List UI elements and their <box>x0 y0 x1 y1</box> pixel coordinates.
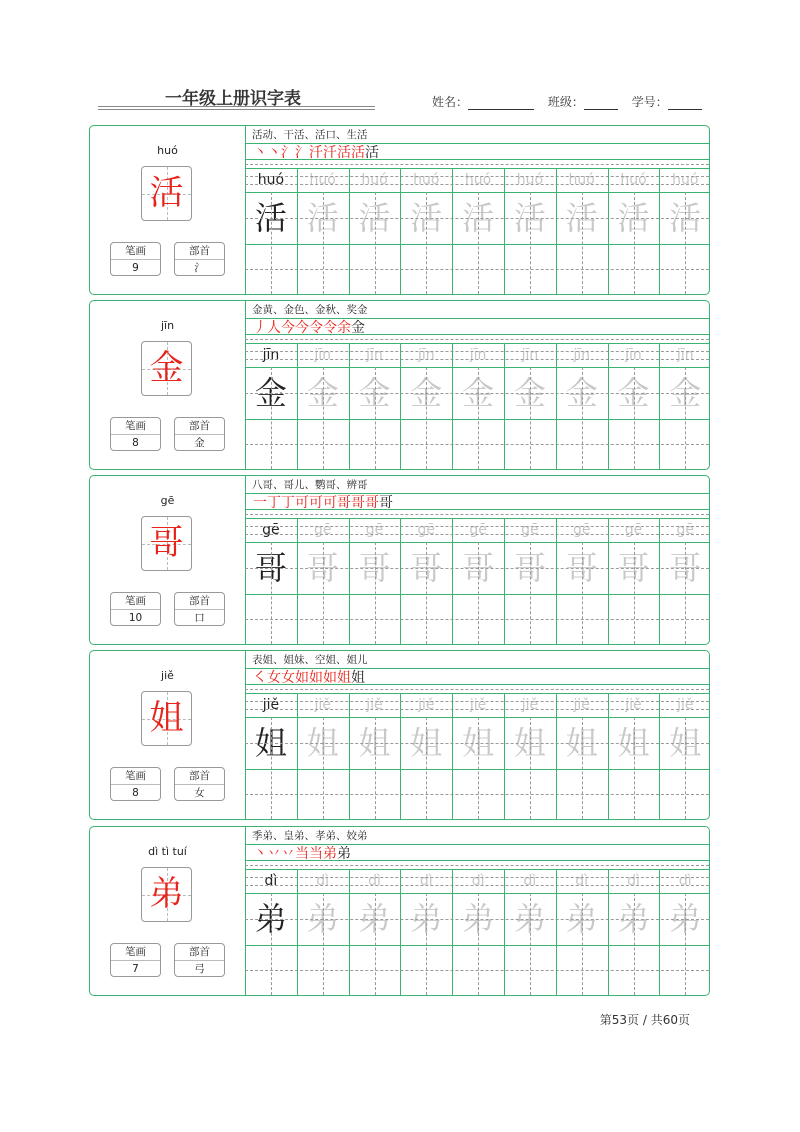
char-info-panel <box>90 827 246 995</box>
page-number: 第53页 / 共60页 <box>599 1013 690 1027</box>
char-practice-cell[interactable]: 姐 <box>565 724 598 762</box>
stroke-count-label: 笔画 <box>111 768 160 785</box>
stroke-step: 哥 <box>337 495 351 511</box>
stroke-count-label: 笔画 <box>111 243 160 260</box>
radical-box <box>174 417 225 451</box>
char-practice-cell[interactable]: 哥 <box>462 549 495 587</box>
pinyin-cell[interactable]: gē <box>313 522 332 538</box>
radical-label: 部首 <box>175 243 224 260</box>
char-practice-cell[interactable]: 活 <box>462 199 495 237</box>
radical-value: 金 <box>194 437 205 449</box>
stroke-count-label: 笔画 <box>111 418 160 435</box>
stroke-step: 丶 <box>253 846 267 862</box>
char-practice-cell: 姐 <box>254 724 287 762</box>
pinyin-cell[interactable]: jīn <box>417 347 435 363</box>
radical-label: 部首 <box>175 593 224 610</box>
char-practice-cell: 金 <box>254 374 287 412</box>
char-practice-cell: 哥 <box>254 549 287 587</box>
stroke-count-box <box>110 943 161 977</box>
pinyin-cell[interactable]: jiě <box>573 697 590 713</box>
char-practice-cell[interactable]: 活 <box>617 199 650 237</box>
pinyin-cell[interactable]: jīn <box>676 347 694 363</box>
stroke-step: 哥 <box>351 495 365 511</box>
stroke-step: 弟 <box>323 846 337 862</box>
pinyin-cell: jiě <box>262 697 280 713</box>
char-card <box>89 125 710 295</box>
char-display: 金 <box>149 348 184 388</box>
number-label: 学号： <box>631 95 668 109</box>
char-practice-grid <box>245 542 709 644</box>
pinyin-cell[interactable]: gē <box>365 522 384 538</box>
stroke-step: 姐 <box>337 670 351 686</box>
char-practice-cell[interactable]: 金 <box>462 374 495 412</box>
practice-panel <box>245 301 709 469</box>
char-practice-cell[interactable]: 弟 <box>410 900 443 938</box>
char-practice-cell[interactable]: 活 <box>358 199 391 237</box>
practice-panel <box>245 651 709 819</box>
pinyin-cell[interactable]: jīn <box>366 347 383 363</box>
stroke-step: 令 <box>309 320 323 336</box>
stroke-step: 当 <box>295 846 309 862</box>
char-practice-cell[interactable]: 弟 <box>513 900 546 938</box>
pinyin-cell[interactable]: jiě <box>625 697 642 713</box>
stroke-count-box <box>110 417 161 451</box>
radical-label: 部首 <box>175 418 224 435</box>
student-info-fields <box>432 93 712 110</box>
pinyin-cell[interactable]: huó <box>568 172 595 188</box>
stroke-count-box <box>110 767 161 801</box>
char-practice-cell[interactable]: 弟 <box>306 900 339 938</box>
stroke-step: ㇛ <box>253 670 267 686</box>
radical-box <box>174 943 225 977</box>
radical-box <box>174 767 225 801</box>
stroke-step: 今 <box>295 320 309 336</box>
stroke-step: 丿 <box>253 320 267 336</box>
char-practice-cell[interactable]: 金 <box>565 374 598 412</box>
pinyin-cell[interactable]: gē <box>417 522 436 538</box>
char-practice-cell[interactable]: 姐 <box>410 724 443 762</box>
pinyin-cell[interactable]: dì <box>419 873 433 889</box>
stroke-step: 丁 <box>267 495 281 511</box>
char-practice-cell[interactable]: 姐 <box>306 724 339 762</box>
char-practice-cell: 活 <box>254 199 287 237</box>
pinyin-cell[interactable]: gē <box>521 522 539 538</box>
char-practice-cell[interactable]: 金 <box>617 374 650 412</box>
pinyin-cell[interactable]: jiě <box>418 697 435 713</box>
pinyin-practice-row <box>245 168 709 192</box>
char-info-panel <box>90 651 246 819</box>
pinyin-cell[interactable]: jiě <box>677 697 694 713</box>
stroke-step: 丁 <box>281 495 295 511</box>
char-info-panel <box>90 476 246 644</box>
pinyin-cell[interactable]: jiě <box>521 697 539 713</box>
pinyin-cell: gē <box>262 522 280 538</box>
char-display: 弟 <box>149 874 184 914</box>
char-practice-cell[interactable]: 金 <box>306 374 339 412</box>
stroke-count-value: 8 <box>132 437 139 449</box>
pinyin-cell[interactable]: dì <box>575 873 589 889</box>
stroke-step: 弟 <box>337 846 351 862</box>
char-practice-grid <box>245 717 709 819</box>
practice-panel <box>245 827 709 995</box>
stroke-step: 如 <box>323 670 337 686</box>
radical-label: 部首 <box>175 768 224 785</box>
char-practice-cell[interactable]: 弟 <box>462 900 495 938</box>
char-practice-cell[interactable]: 金 <box>410 374 443 412</box>
char-pinyin: gē <box>160 494 175 507</box>
char-practice-cell[interactable]: 弟 <box>358 900 391 938</box>
radical-label: 部首 <box>175 944 224 961</box>
char-practice-cell[interactable]: 活 <box>669 199 702 237</box>
pinyin-cell[interactable]: jīn <box>469 347 487 363</box>
stroke-step: 金 <box>351 320 365 336</box>
char-practice-cell[interactable]: 姐 <box>513 724 546 762</box>
number-blank[interactable] <box>668 97 702 110</box>
stroke-step: 可 <box>309 495 323 511</box>
stroke-step: 可 <box>295 495 309 511</box>
stroke-count-value: 9 <box>132 262 139 274</box>
stroke-step: 女 <box>267 670 281 686</box>
pinyin-cell[interactable]: huó <box>672 172 699 188</box>
stroke-step: 活 <box>351 145 365 161</box>
char-practice-cell[interactable]: 哥 <box>410 549 443 587</box>
pinyin-cell[interactable]: huó <box>309 172 336 188</box>
page-title: 一年级上册识字表 <box>165 89 301 109</box>
stroke-step: 哥 <box>365 495 379 511</box>
char-practice-cell[interactable]: 金 <box>669 374 702 412</box>
char-card <box>89 475 710 645</box>
char-practice-grid <box>245 192 709 294</box>
practice-panel <box>245 126 709 294</box>
char-practice-grid <box>245 367 709 469</box>
char-practice-cell[interactable]: 姐 <box>617 724 650 762</box>
char-practice-cell[interactable]: 活 <box>410 199 443 237</box>
char-card <box>89 300 710 470</box>
pinyin-cell[interactable]: jiě <box>366 697 383 713</box>
pinyin-cell[interactable]: jiě <box>314 697 331 713</box>
char-card <box>89 650 710 820</box>
stroke-step: 丶 <box>267 145 281 161</box>
stroke-step: 氵 <box>281 145 295 161</box>
char-practice-cell[interactable]: 活 <box>513 199 546 237</box>
char-display-box <box>141 691 192 746</box>
stroke-step: 丷 <box>267 846 281 862</box>
radical-box <box>174 242 225 276</box>
char-practice-cell[interactable]: 弟 <box>669 900 702 938</box>
char-practice-cell[interactable]: 弟 <box>617 900 650 938</box>
name-label: 姓名： <box>432 95 469 109</box>
pinyin-cell[interactable]: gē <box>676 522 695 538</box>
pinyin-cell[interactable]: dì <box>316 873 330 889</box>
char-display: 哥 <box>149 523 184 563</box>
pinyin-cell[interactable]: jīn <box>625 347 642 363</box>
char-practice-grid <box>245 893 709 995</box>
pinyin-cell[interactable]: huó <box>413 172 440 188</box>
example-words: 季弟、皇弟、孝弟、姣弟 <box>252 830 368 842</box>
pinyin-practice-row <box>245 343 709 367</box>
example-words: 金黄、金色、金秋、奖金 <box>252 304 368 316</box>
stroke-step: 姐 <box>351 670 365 686</box>
class-blank[interactable] <box>584 97 618 110</box>
char-practice-cell[interactable]: 哥 <box>306 549 339 587</box>
char-practice-cell[interactable]: 弟 <box>565 900 598 938</box>
char-practice-cell[interactable]: 金 <box>358 374 391 412</box>
char-card <box>89 826 710 996</box>
stroke-step: 可 <box>323 495 337 511</box>
radical-value: 氵 <box>194 262 205 274</box>
pinyin-cell[interactable]: jiě <box>469 697 487 713</box>
pinyin-cell[interactable]: huó <box>620 172 647 188</box>
pinyin-cell: dì <box>264 873 278 889</box>
pinyin-cell[interactable]: jīn <box>573 347 591 363</box>
char-practice-cell[interactable]: 哥 <box>358 549 391 587</box>
char-practice-cell[interactable]: 金 <box>513 374 546 412</box>
stroke-step: 汘 <box>309 145 323 161</box>
pinyin-cell[interactable]: huó <box>464 172 492 188</box>
pinyin-cell[interactable]: dì <box>627 873 640 889</box>
stroke-step: 氵 <box>295 145 309 161</box>
stroke-step: 汘 <box>323 145 337 161</box>
pinyin-cell[interactable]: jīn <box>521 347 539 363</box>
char-practice-cell[interactable]: 哥 <box>617 549 650 587</box>
practice-panel <box>245 476 709 644</box>
char-pinyin: jīn <box>160 319 175 332</box>
stroke-count-label: 笔画 <box>111 944 160 961</box>
char-practice-cell[interactable]: 活 <box>565 199 598 237</box>
pinyin-practice-row <box>245 693 709 717</box>
stroke-step: 当 <box>309 846 323 862</box>
example-words: 八哥、哥儿、鹦哥、辨哥 <box>252 479 368 491</box>
stroke-step: 哥 <box>379 495 393 511</box>
example-words: 活动、干活、活口、生活 <box>252 129 368 141</box>
char-display-box <box>141 341 192 396</box>
char-practice-cell[interactable]: 哥 <box>565 549 598 587</box>
pinyin-practice-row <box>245 518 709 542</box>
pinyin-cell[interactable]: dì <box>523 873 537 889</box>
stroke-count-value: 10 <box>128 612 143 624</box>
radical-box <box>174 592 225 626</box>
pinyin-cell[interactable]: dì <box>368 873 381 889</box>
pinyin-cell[interactable]: gē <box>624 522 643 538</box>
char-practice-cell[interactable]: 姐 <box>462 724 495 762</box>
char-info-panel <box>90 126 246 294</box>
char-pinyin: jiě <box>161 669 174 682</box>
stroke-step: 丶 <box>253 145 267 161</box>
char-practice-cell[interactable]: 哥 <box>513 549 546 587</box>
class-label: 班级： <box>547 95 584 109</box>
stroke-step: 余 <box>337 320 351 336</box>
stroke-step: 如 <box>295 670 309 686</box>
radical-value: 口 <box>194 612 205 624</box>
stroke-count-value: 7 <box>132 963 139 975</box>
pinyin-cell[interactable]: dì <box>678 873 692 889</box>
title-underline-2 <box>98 109 375 110</box>
stroke-step: 活 <box>337 145 351 161</box>
char-display-box <box>141 166 192 221</box>
stroke-step: 活 <box>365 145 379 161</box>
pinyin-cell[interactable]: gē <box>572 522 591 538</box>
char-display: 姐 <box>149 698 184 738</box>
pinyin-cell: huó <box>257 172 285 188</box>
stroke-count-box <box>110 242 161 276</box>
pinyin-cell[interactable]: jīn <box>314 347 332 363</box>
char-info-panel <box>90 301 246 469</box>
char-pinyin: huó <box>157 144 178 157</box>
stroke-step: 今 <box>281 320 295 336</box>
char-practice-cell[interactable]: 哥 <box>669 549 702 587</box>
pinyin-practice-row <box>245 869 709 893</box>
stroke-step: 令 <box>323 320 337 336</box>
radical-value: 弓 <box>194 963 205 975</box>
example-words: 表姐、姐妹、空姐、姐儿 <box>252 654 368 666</box>
char-display-box <box>141 516 192 571</box>
char-display-box <box>141 867 192 922</box>
stroke-step: 丷 <box>281 846 295 862</box>
stroke-count-value: 8 <box>132 787 139 799</box>
pinyin-cell[interactable]: dì <box>471 873 485 889</box>
char-practice-cell[interactable]: 活 <box>306 199 339 237</box>
pinyin-cell[interactable]: huó <box>361 172 388 188</box>
radical-value: 女 <box>194 787 205 799</box>
stroke-count-box <box>110 592 161 626</box>
title-underline <box>98 106 375 107</box>
name-blank[interactable] <box>468 97 534 110</box>
pinyin-cell[interactable]: huó <box>516 172 544 188</box>
char-practice-cell: 弟 <box>254 900 287 938</box>
char-practice-cell[interactable]: 姐 <box>669 724 702 762</box>
char-display: 活 <box>149 173 184 213</box>
stroke-step: 一 <box>253 495 267 511</box>
stroke-step: 女 <box>281 670 295 686</box>
pinyin-cell: jīn <box>262 347 280 363</box>
char-practice-cell[interactable]: 姐 <box>358 724 391 762</box>
pinyin-cell[interactable]: gē <box>469 522 487 538</box>
stroke-step: 如 <box>309 670 323 686</box>
char-pinyin: dì tì tuí <box>148 845 187 858</box>
stroke-count-label: 笔画 <box>111 593 160 610</box>
stroke-step: 人 <box>267 320 281 336</box>
